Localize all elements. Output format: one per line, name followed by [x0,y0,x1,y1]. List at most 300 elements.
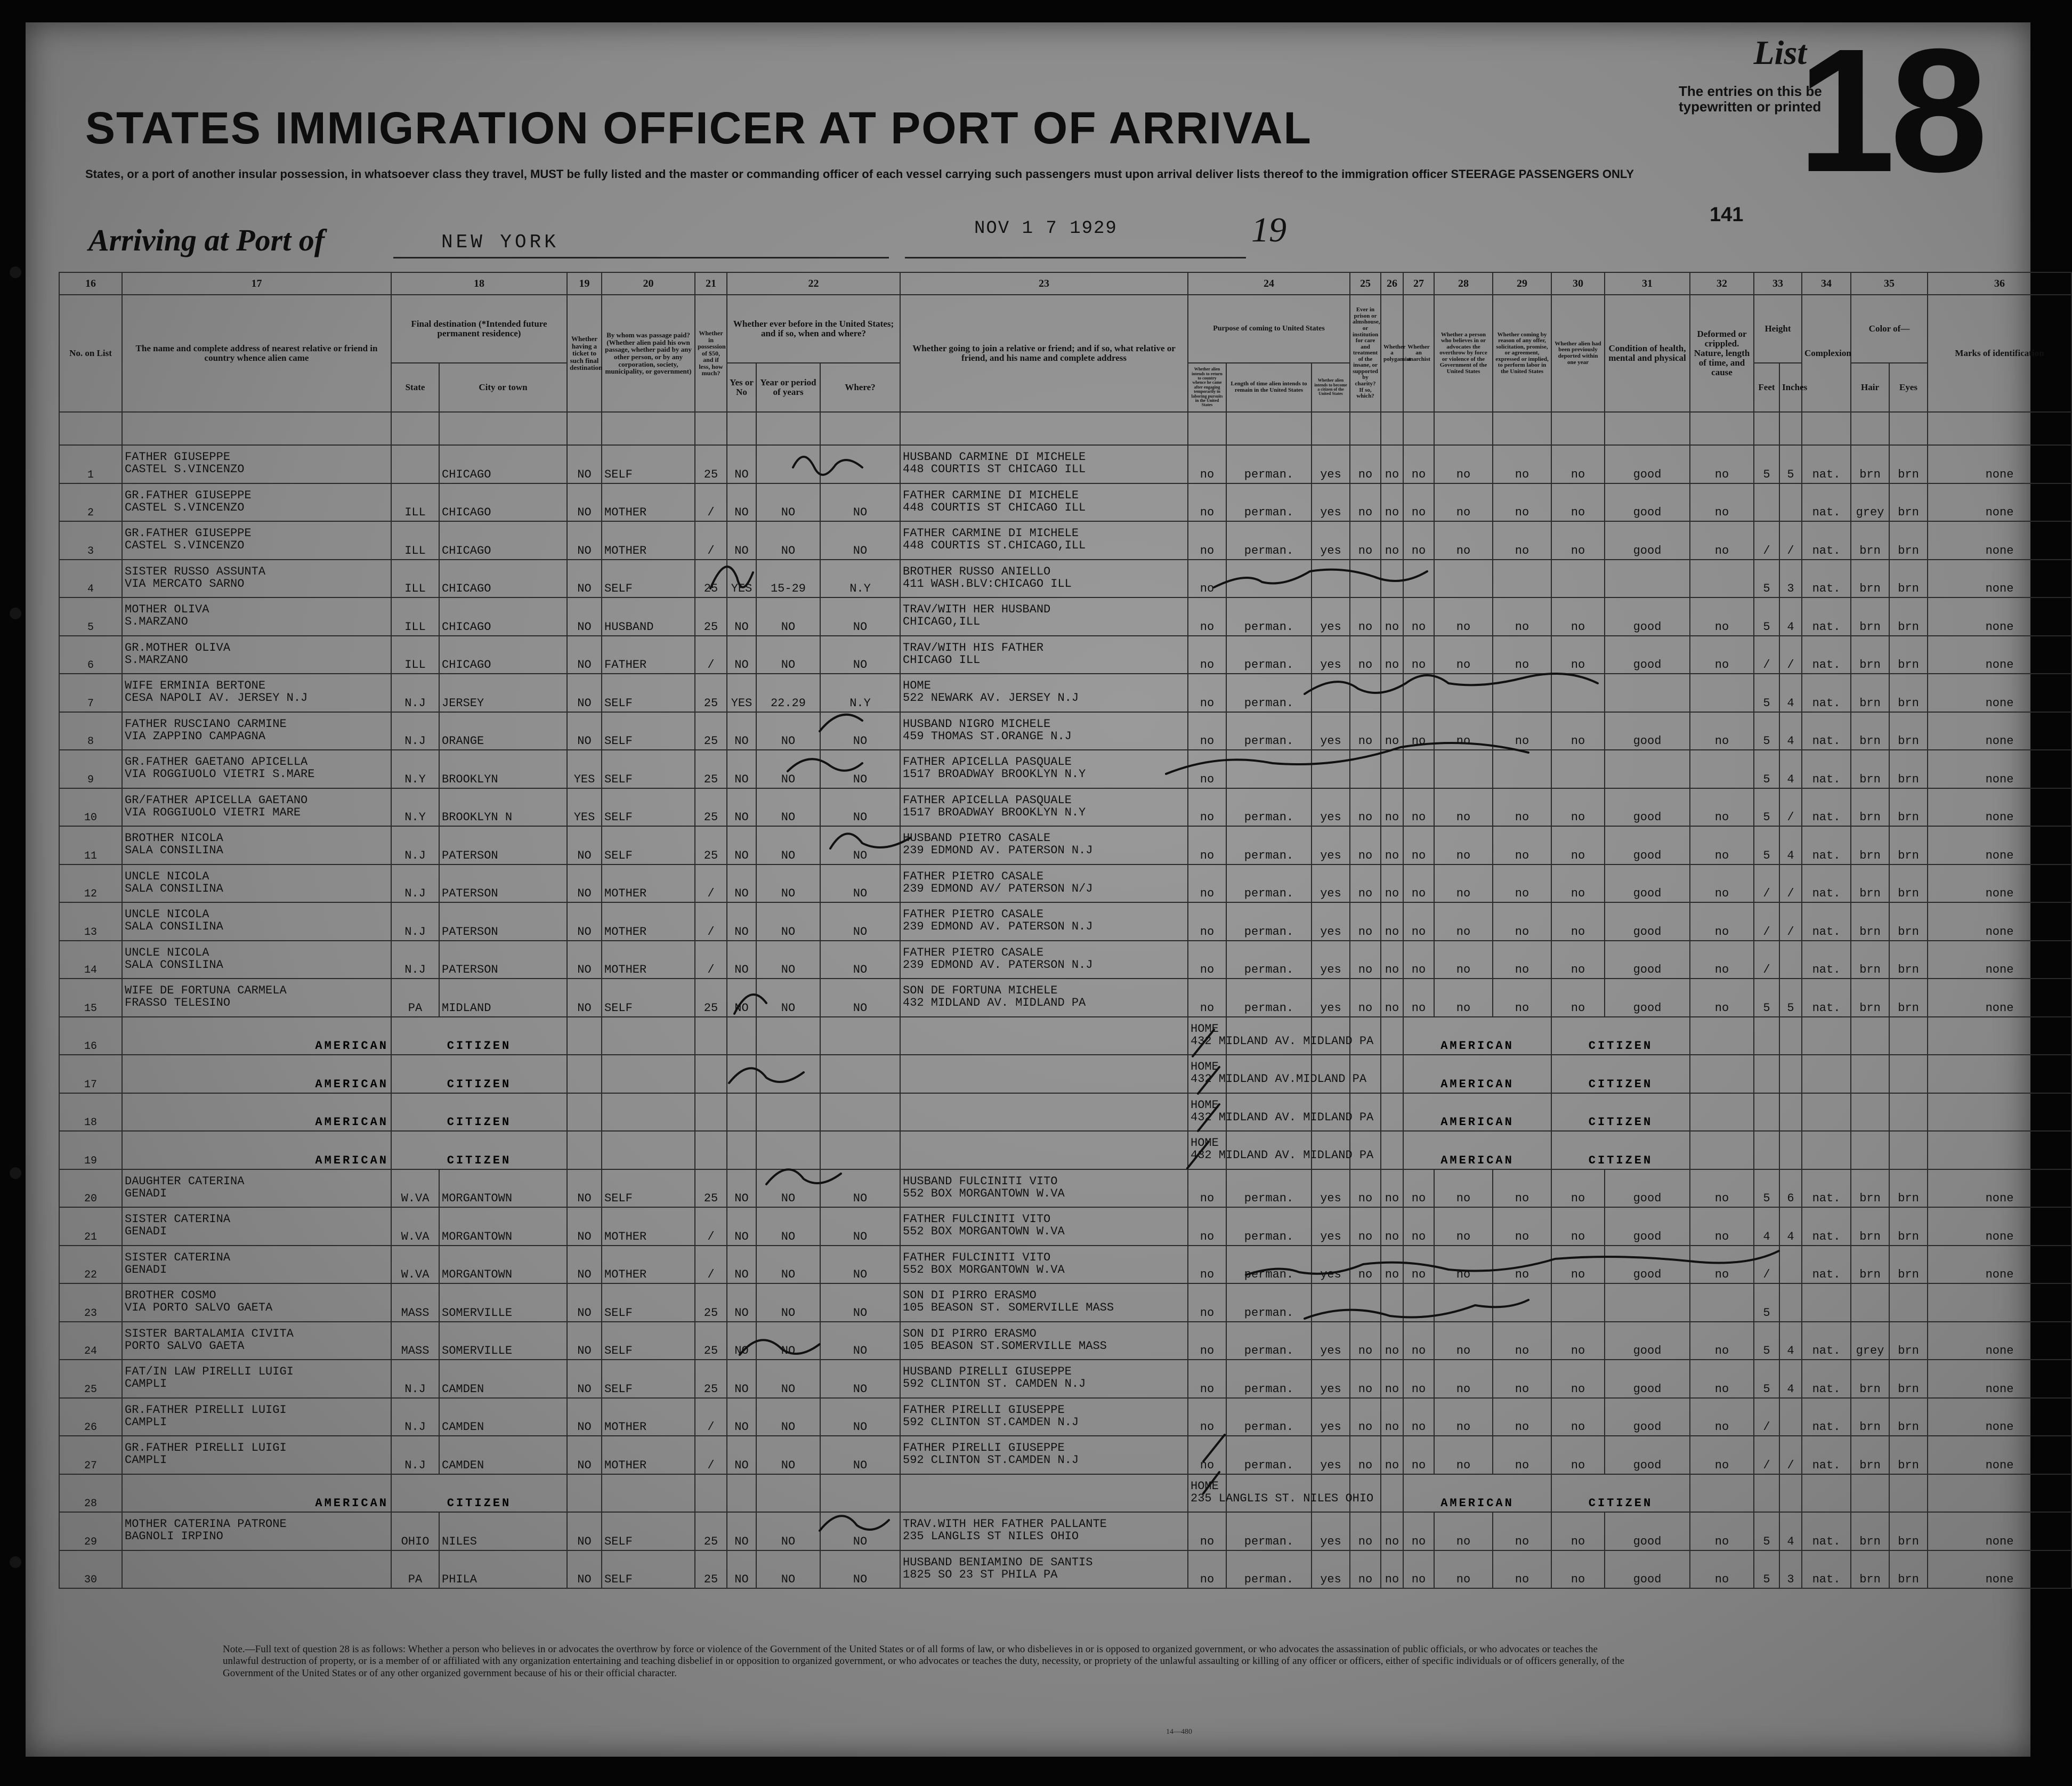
join-line-2: 432 MIDLAND AV. MIDLAND PA [1191,1110,1374,1124]
relative-line-2: CASTEL S.VINCENZO [125,500,245,514]
row-number: 15 [59,979,122,1017]
p_citizen-cell: yes [1312,597,1350,636]
empty-cell [900,1055,1188,1093]
empty-cell [1381,1093,1403,1132]
colnum-26: 26 [1381,272,1403,295]
state-cell: ILL [391,560,439,598]
c30-cell: no [1551,826,1605,864]
inches-cell: 5 [1779,979,1802,1017]
p_citizen-cell: yes [1312,902,1350,941]
empty-cell [1754,1474,1779,1513]
p_return-cell: no [1188,1207,1226,1246]
ticket-cell: NO [567,445,602,483]
paid-cell: SELF [602,1550,695,1589]
where-cell: NO [820,1246,900,1284]
header-labor-offer: Whether coming by reason of any offer, solicitation, promise, or agreement, expressed or implied, to perform labor in the United States [1493,295,1551,412]
before-cell: NO [727,1322,756,1360]
header-anarchist: Whether an anarchist [1403,295,1434,412]
state-cell: N.J [391,1436,439,1474]
row-number: 11 [59,826,122,864]
money-cell: 25 [695,1512,727,1550]
hair-cell: brn [1851,979,1889,1017]
deformed-cell: no [1690,1360,1754,1398]
feet-cell [1754,483,1779,522]
table-row [59,1017,2071,1055]
empty-cell [1928,1131,2071,1169]
c29-cell: no [1493,1207,1551,1246]
c29-cell: no [1493,979,1551,1017]
c30-cell [1551,1283,1605,1322]
join-cell [900,1246,1188,1284]
year-value: 19 [1251,211,1286,249]
join-line-2: 552 BOX MORGANTOWN W.VA [903,1263,1065,1276]
before-cell: NO [727,788,756,827]
state-cell: ILL [391,483,439,522]
header-polygamist: Whether a polygamist [1381,295,1403,412]
row-number: 18 [59,1093,122,1132]
table-row [59,1131,2071,1169]
empty-cell [1381,1474,1403,1513]
american-label: AMERICAN [1403,1017,1551,1055]
city-cell: PHILA [439,1550,567,1589]
empty-cell [1690,1055,1754,1093]
relative-line-2: BAGNOLI IRPINO [125,1530,223,1543]
complexion-cell: nat. [1802,1207,1851,1246]
c25-cell: no [1350,483,1381,522]
p_return-cell: no [1188,1512,1226,1550]
where-cell: NO [820,826,900,864]
period-cell: NO [756,788,820,827]
c26-cell: no [1381,788,1403,827]
colnum-35: 35 [1851,272,1928,295]
row-number: 14 [59,941,122,979]
feet-cell: 5 [1754,979,1779,1017]
relative-line-2: SALA CONSILINA [125,844,223,858]
inches-cell: / [1779,864,1802,903]
hair-cell: grey [1851,1322,1889,1360]
money-cell: 25 [695,979,727,1017]
relative-cell [122,902,391,941]
c28-cell: no [1434,1246,1493,1284]
money-cell: / [695,1398,727,1436]
colnum-34: 34 [1802,272,1851,295]
header-deformed: Deformed or crippled. Nature, length of time, and cause [1690,295,1754,412]
join-line-2: 432 MIDLAND AV. MIDLAND PA [1191,1149,1374,1162]
join-line-2: 592 CLINTON ST.CAMDEN N.J [903,1415,1079,1429]
empty-cell [727,1055,756,1093]
citizen-label: CITIZEN [391,1474,567,1513]
c27-cell: no [1403,902,1434,941]
state-cell: N.Y [391,750,439,788]
empty-cell [1690,1093,1754,1132]
p_citizen-cell [1312,674,1350,712]
c28-cell: no [1434,902,1493,941]
join-line-2: 105 BEASON ST.SOMERVILLE MASS [903,1339,1107,1353]
header-complexion: Complexion [1802,295,1851,412]
p_return-cell: no [1188,826,1226,864]
join-line-1: FATHER FULCINITI VITO [903,1250,1051,1264]
empty-cell [567,1474,602,1513]
colnum-24: 24 [1188,272,1350,295]
c30-cell: no [1551,483,1605,522]
join-line-2: 448 COURTIS ST CHICAGO ILL [903,463,1086,476]
join-line-1: TRAV/WITH HER HUSBAND [903,603,1051,617]
c26-cell: no [1381,1436,1403,1474]
deformed-cell: no [1690,521,1754,560]
p_length-cell: perman. [1226,979,1312,1017]
c28-cell: no [1434,1169,1493,1208]
empty-cell [1754,1131,1779,1169]
join-cell [900,941,1188,979]
eyes-cell: brn [1889,483,1928,522]
money-cell: / [695,483,727,522]
inches-cell: / [1779,1436,1802,1474]
c29-cell: no [1493,483,1551,522]
eyes-cell: brn [1889,902,1928,941]
colnum-36: 36 [1928,272,2071,295]
relative-cell [122,1169,391,1208]
join-cell [900,1398,1188,1436]
where-cell: NO [820,941,900,979]
eyes-cell: brn [1889,1246,1928,1284]
c25-cell: no [1350,864,1381,903]
state-cell: PA [391,979,439,1017]
colnum-28: 28 [1434,272,1493,295]
relative-cell [122,864,391,903]
join-line-2: 592 CLINTON ST. CAMDEN N.J [903,1377,1086,1391]
join-line-2: 592 CLINTON ST.CAMDEN N.J [903,1453,1079,1467]
marks-cell: none [1928,1550,2071,1589]
period-cell: NO [756,1512,820,1550]
period-cell: NO [756,1398,820,1436]
c25-cell: no [1350,521,1381,560]
join-line-2: 235 LANGLIS ST NILES OHIO [903,1530,1079,1543]
marks-cell: none [1928,1512,2071,1550]
hair-cell: brn [1851,1512,1889,1550]
empty-cell [1889,1474,1928,1513]
empty-cell [1754,1093,1779,1132]
relative-cell [122,1398,391,1436]
city-cell: BROOKLYN N [439,788,567,827]
empty-cell [756,1131,820,1169]
state-cell: ILL [391,597,439,636]
relative-line-2: PORTO SALVO GAETA [125,1339,245,1353]
join-cell [900,902,1188,941]
header-yes-no: Yes or No [727,363,756,412]
colnum-27: 27 [1403,272,1434,295]
ticket-cell: NO [567,1169,602,1208]
empty-cell [695,1055,727,1093]
hair-cell: brn [1851,750,1889,788]
before-cell: NO [727,712,756,750]
feet-cell: 5 [1754,674,1779,712]
empty-cell [1851,1017,1889,1055]
paid-cell: FATHER [602,636,695,674]
c29-cell: no [1493,1360,1551,1398]
colnum-21: 21 [695,272,727,295]
c30-cell: no [1551,1512,1605,1550]
empty-cell [727,1093,756,1132]
c28-cell: no [1434,521,1493,560]
city-cell: ORANGE [439,712,567,750]
table-row [59,1207,2071,1246]
join-cell [1188,1055,1367,1093]
paid-cell: SELF [602,788,695,827]
ticket-cell: NO [567,1207,602,1246]
c27-cell: no [1403,445,1434,483]
p_citizen-cell: yes [1312,1436,1350,1474]
american-label: AMERICAN [122,1055,391,1093]
row-number: 22 [59,1246,122,1284]
column-number-row [59,272,2071,295]
city-cell: CHICAGO [439,483,567,522]
inches-cell: / [1779,788,1802,827]
city-cell: MORGANTOWN [439,1246,567,1284]
join-line-1: FATHER PIETRO CASALE [903,908,1044,922]
c26-cell: no [1381,1398,1403,1436]
c27-cell: no [1403,636,1434,674]
eyes-cell: brn [1889,560,1928,598]
paid-cell: MOTHER [602,1207,695,1246]
join-cell [900,445,1188,483]
eyes-cell: brn [1889,788,1928,827]
join-cell [900,597,1188,636]
american-label: AMERICAN [1403,1055,1551,1093]
c29-cell: no [1493,1436,1551,1474]
c26-cell [1381,1283,1403,1322]
table-row [59,560,2071,598]
deformed-cell: no [1690,788,1754,827]
empty-cell [567,1093,602,1132]
row-number: 2 [59,483,122,522]
city-cell: CHICAGO [439,636,567,674]
header-inches: Inches [1779,363,1802,412]
header-ticket: Whether having a ticket to such final destination [567,295,602,412]
header-prison: Ever in prison or almshouse, or institution for care and treatment of the insane, or supported by charity? If so, which? [1350,295,1381,412]
health-cell: good [1605,1512,1690,1550]
where-cell: NO [820,1169,900,1208]
money-cell: 25 [695,1322,727,1360]
c29-cell: no [1493,941,1551,979]
empty-cell [1851,1131,1889,1169]
period-cell: NO [756,1246,820,1284]
period-cell: NO [756,1322,820,1360]
row-number: 9 [59,750,122,788]
marks-cell: none [1928,979,2071,1017]
c26-cell: no [1381,979,1403,1017]
c29-cell: no [1493,864,1551,903]
relative-line-1: UNCLE NICOLA [125,945,209,959]
paid-cell: SELF [602,560,695,598]
c30-cell: no [1551,1169,1605,1208]
before-cell: NO [727,902,756,941]
city-cell: MORGANTOWN [439,1207,567,1246]
empty-cell [900,1093,1188,1132]
header-row [59,295,2071,363]
c30-cell: no [1551,636,1605,674]
money-cell: / [695,864,727,903]
p_citizen-cell: yes [1312,1550,1350,1589]
complexion-cell: nat. [1802,712,1851,750]
header-no: No. on List [59,295,122,412]
relative-line-2: VIA ROGGIUOLO VIETRI S.MARE [125,767,315,781]
c27-cell: no [1403,1512,1434,1550]
table-row [59,1169,2071,1208]
health-cell: good [1605,521,1690,560]
eyes-cell: brn [1889,636,1928,674]
period-cell: NO [756,1169,820,1208]
eyes-cell: brn [1889,1550,1928,1589]
join-line-2: 448 COURTIS ST.CHICAGO,ILL [903,539,1086,553]
c30-cell [1551,750,1605,788]
empty-cell [1754,1017,1779,1055]
join-cell [900,1512,1188,1550]
join-line-1: FATHER PIRELLI GIUSEPPE [903,1403,1065,1417]
c25-cell: no [1350,902,1381,941]
join-line-1: HUSBAND PIRELLI GIUSEPPE [903,1365,1072,1379]
empty-cell [1779,1474,1802,1513]
colnum-17: 17 [122,272,391,295]
complexion-cell: nat. [1802,750,1851,788]
p_length-cell: perman. [1226,1322,1312,1360]
join-line-2: 239 EDMOND AV. PATERSON N.J [903,844,1093,858]
relative-line-1: FATHER GIUSEPPE [125,450,231,464]
relative-line-1: GR.FATHER GIUSEPPE [125,527,252,540]
health-cell: good [1605,941,1690,979]
complexion-cell: nat. [1802,902,1851,941]
join-line-2: 239 EDMOND AV. PATERSON N.J [903,958,1093,972]
row-number: 26 [59,1398,122,1436]
p_length-cell: perman. [1226,941,1312,979]
relative-cell [122,979,391,1017]
c25-cell: no [1350,826,1381,864]
city-cell: NILES [439,1512,567,1550]
before-cell: NO [727,597,756,636]
c28-cell: no [1434,712,1493,750]
deformed-cell: no [1690,1169,1754,1208]
c26-cell: no [1381,864,1403,903]
hair-cell: brn [1851,826,1889,864]
inches-cell: 4 [1779,1360,1802,1398]
relative-line-1: SISTER CATERINA [125,1213,231,1226]
c25-cell: no [1350,1512,1381,1550]
row-number: 1 [59,445,122,483]
binder-hole [10,1167,21,1179]
join-line-1: FATHER APICELLA PASQUALE [903,793,1072,807]
c27-cell: no [1403,1398,1434,1436]
relative-line-1: MOTHER OLIVA [125,603,209,617]
hair-cell: brn [1851,1398,1889,1436]
before-cell: NO [727,864,756,903]
row-number: 19 [59,1131,122,1169]
marks-cell: none [1928,1436,2071,1474]
citizen-label: CITIZEN [1551,1474,1690,1513]
join-line-1: HUSBAND CARMINE DI MICHELE [903,450,1086,464]
c26-cell: no [1381,445,1403,483]
where-cell: NO [820,788,900,827]
american-label: AMERICAN [122,1093,391,1132]
ticket-cell: YES [567,788,602,827]
empty-cell [820,1474,900,1513]
c28-cell [1434,674,1493,712]
header-money: Whether in possession of $50, and if less, how much? [695,295,727,412]
feet-cell: / [1754,521,1779,560]
join-cell [900,636,1188,674]
join-line-2: 1825 SO 23 ST PHILA PA [903,1567,1058,1581]
feet-cell: 5 [1754,1512,1779,1550]
join-cell [900,1360,1188,1398]
where-cell [820,445,900,483]
empty-cell [567,1131,602,1169]
c26-cell: no [1381,597,1403,636]
header-deported: Whether alien had been previously deported within one year [1551,295,1605,412]
city-cell: CAMDEN [439,1436,567,1474]
row-number: 13 [59,902,122,941]
hair-cell: brn [1851,1169,1889,1208]
paid-cell: MOTHER [602,521,695,560]
c28-cell: no [1434,445,1493,483]
relative-cell [122,1512,391,1550]
table-row [59,521,2071,560]
hair-cell: brn [1851,1360,1889,1398]
colnum-22: 22 [727,272,900,295]
deformed-cell: no [1690,826,1754,864]
join-cell [900,864,1188,903]
c28-cell [1434,560,1493,598]
feet-cell: / [1754,941,1779,979]
relative-cell [122,1550,391,1589]
state-cell: PA [391,1550,439,1589]
join-line-2: 1517 BROADWAY BROOKLYN N.Y [903,805,1086,819]
p_return-cell: no [1188,941,1226,979]
feet-cell: 5 [1754,1550,1779,1589]
health-cell: good [1605,1246,1690,1284]
header-overthrow: Whether a person who believes in or advocates the overthrow by force or violence of the Government of the United States [1434,295,1493,412]
p_length-cell: perman. [1226,636,1312,674]
date-underline [905,257,1246,258]
relative-line-2: CASTEL S.VINCENZO [125,463,245,476]
before-cell: NO [727,979,756,1017]
join-line-1: HOME [1191,1479,1219,1493]
relative-line-1: GR/FATHER APICELLA GAETANO [125,793,308,807]
c29-cell: no [1493,1550,1551,1589]
relative-line-2: GENADI [125,1186,167,1200]
before-cell: NO [727,1436,756,1474]
inches-cell: 4 [1779,597,1802,636]
c28-cell [1434,750,1493,788]
relative-line-1: GR.FATHER PIRELLI LUIGI [125,1403,287,1417]
period-cell: 15-29 [756,560,820,598]
c30-cell: no [1551,1398,1605,1436]
join-cell [900,712,1188,750]
c29-cell: no [1493,636,1551,674]
relative-line-1: MOTHER CATERINA PATRONE [125,1517,287,1531]
empty-cell [1802,1474,1851,1513]
marks-cell: none [1928,712,2071,750]
header-ever-before: Whether ever before in the United States; and if so, when and where? [727,295,900,363]
empty-cell [727,1474,756,1513]
relative-line-1: BROTHER NICOLA [125,831,223,845]
hair-cell: brn [1851,560,1889,598]
where-cell: NO [820,1322,900,1360]
c27-cell: no [1403,483,1434,522]
colnum-29: 29 [1493,272,1551,295]
colnum-20: 20 [602,272,695,295]
join-line-1: FATHER PIETRO CASALE [903,945,1044,959]
eyes-cell: brn [1889,1207,1928,1246]
empty-cell [900,1131,1188,1169]
header-where: Where? [820,363,900,412]
